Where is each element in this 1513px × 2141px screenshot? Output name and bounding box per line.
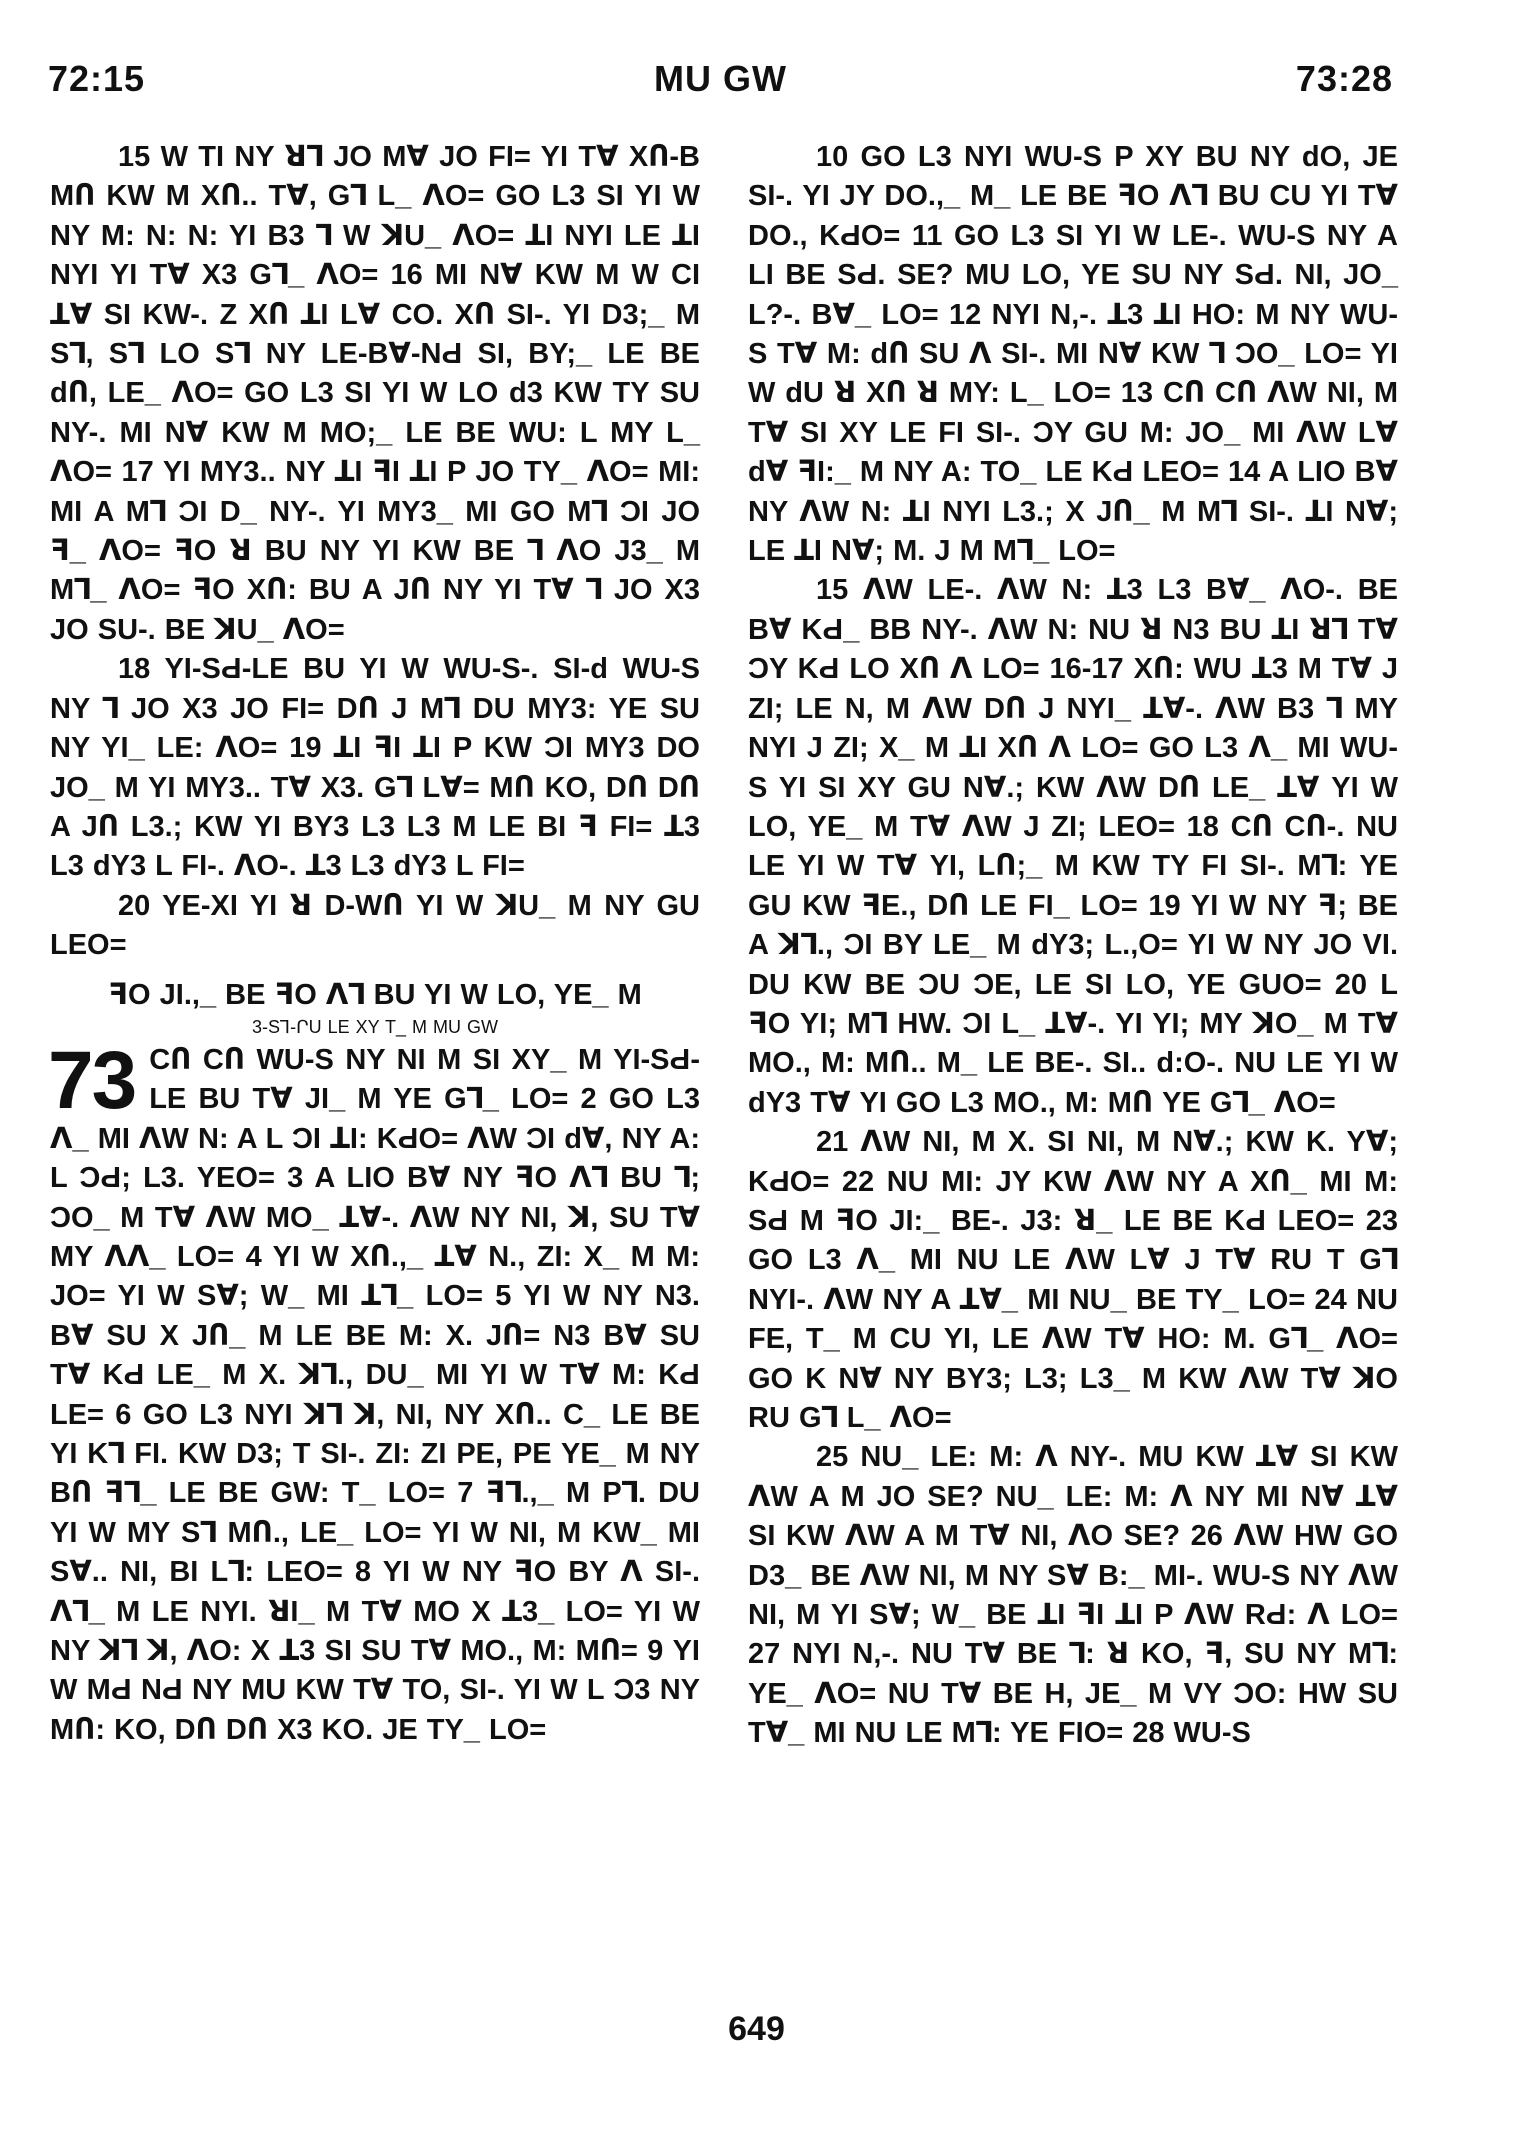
paragraph: 18 YI-SԀ-LE BU YI W WU-S-. SI-d WU-S NY ⅂ JO X3 JO FI= DՈ J M⅂ DU MY3: YE SU NY YI_ LE: ꓥO= 19 ꓕI ꟻI ꓕI P KW ƆI MY3 DO JO_ M YI MY3.. Tꓯ X3. G⅂ Lꓯ= MՈ KO, DՈ DՈ A JՈ L3.; KW YI BY3 L3 L3 M LE BI ꟻ FI= ꓕ3 L3 dY3 L FI-. ꓥO-. ꓕ3 L3 dY3 L FI= <box>50 653 700 883</box>
chapter-block <box>48 1034 700 1750</box>
paragraph: 25 NU_ LE: M: ꓥ NY-. MU KW ꓕꓯ SI KW ꓥW A M JO SE? NU_ LE: M: ꓥ NY MI Nꓯ ꓕꓯ SI KW ꓥW A M Tꓯ NI, ꓥO SE? 26 ꓥW HW GO D3_ BE ꓥW NI, M NY Sꓯ B:_ MI-. WU-S NY ꓥW NI, M YI Sꓯ; W_ BE ꓕI ꟻI ꓕI P ꓥW RԀ: ꓥ LO= 27 NYI N,-. NU Tꓯ BE ⅂: ꓤ KO, ꟻ, SU NY M⅂: YE_ ꓥO= NU Tꓯ BE H, JE_ M VY ƆO: HW SU Tꓯ_ MI NU LE M⅂: YE FIO= 28 WU-S <box>748 1441 1398 1750</box>
running-header <box>48 58 1393 102</box>
section-heading: ꟻO JI.,_ BE ꟻO ꓥ⅂ BU YI W LO, YE_ M <box>108 978 642 1011</box>
right-column <box>748 138 1398 1754</box>
paragraph: 20 YE-XI YI ꓤ D-WՈ YI W ꓘU_ M NY GU LEO= <box>50 889 700 962</box>
paragraph: 15 W TI NY ꓤ⅂ JO Mꓯ JO FI= YI Tꓯ XՈ-B MՈ KW M XՈ.. Tꓯ, G⅂ L_ ꓥO= GO L3 SI YI W NY M: N: N: YI B3 ⅂ W ꓘU_ ꓥO= ꓕI NYI LE ꓕI NYI YI Tꓯ X3 G⅂_ ꓥO= 16 MI Nꓯ KW M W CI ꓕꓯ SI KW-. Z XՈ ꓕI Lꓯ CO. XՈ SI-. YI D3;_ M S⅂, S⅂ LO S⅂ NY LE-Bꓯ-NԀ SI, BY;_ LE BE dՈ, LE_ ꓥO= GO L3 SI YI W LO d3 KW TY SU NY-. MI Nꓯ KW M MO;_ LE BE WU: L MY L_ ꓥO= 17 YI MY3.. NY ꓕI ꟻI ꓕI P JO TY_ ꓥO= MI: MI A M⅂ ƆI D_ NY-. YI MY3_ MI GO M⅂ ƆI JO ꟻ_ ꓥO= ꟻO ꓤ BU NY YI KW BE ⅂ ꓥO J3_ M M⅂_ ꓥO= ꟻO XՈ: BU A JՈ NY YI Tꓯ ⅂ JO X3 JO SU-. BE ꓘU_ ꓥO= <box>50 141 700 646</box>
paragraph: 10 GO L3 NYI WU-S P XY BU NY dO, JE SI-. YI JY DO.,_ M_ LE BE ꟻO ꓥ⅂ BU CU YI Tꓯ DO., KԀO= 11 GO L3 SI YI W LE-. WU-S NY A LI BE SԀ. SE? MU LO, YE SU NY SԀ. NI, JO_ L?-. Bꓯ_ LO= 12 NYI N,-. ꓕ3 ꓕI HO: M NY WU-S Tꓯ M: dՈ SU ꓥ SI-. MI Nꓯ KW ⅂ ƆO_ LO= YI W dU ꓤ XՈ ꓤ MY: L_ LO= 13 CՈ CՈ ꓥW NI, M Tꓯ SI XY LE FI SI-. ƆY GU M: JO_ MI ꓥW Lꓯ dꓯ ꟻI:_ M NY A: TO_ LE KԀ LEO= 14 A LIO Bꓯ NY ꓥW N: ꓕI NYI L3.; X JՈ_ M M⅂ SI-. ꓕI Nꓯ; LE ꓕI Nꓯ; M. J M M⅂_ LO= <box>748 141 1398 568</box>
header-right-reference: 73:28 <box>1295 58 1393 99</box>
paragraph: 21 ꓥW NI, M X. SI NI, M Nꓯ.; KW K. Yꓯ; KԀO= 22 NU MI: JY KW ꓥW NY A XՈ_ MI M: SԀ M ꟻO JI:_ BE-. J3: ꓤ_ LE BE KԀ LEO= 23 GO L3 ꓥ_ MI NU LE ꓥW Lꓯ J Tꓯ RU T G⅂ NYI-. ꓥW NY A ꓕꓯ_ MI NU_ BE TY_ LO= 24 NU FE, T_ M CU YI, LE ꓥW Tꓯ HO: M. G⅂_ ꓥO= GO K Nꓯ NY BY3; L3; L3_ M KW ꓥW Tꓯ ꓘO RU G⅂ L_ ꓥO= <box>748 1126 1398 1434</box>
chapter-number: 73 <box>48 1034 136 1126</box>
section-subheading: 3-S⅂-ՐU LE XY T_ M MU GW <box>252 1016 498 1037</box>
paragraph: 15 ꓥW LE-. ꓥW N: ꓕ3 L3 Bꓯ_ ꓥO-. BE Bꓯ KԀ_ BB NY-. ꓥW N: NU ꓤ N3 BU ꓕI ꓤ⅂ Tꓯ ƆY KԀ LO XՈ ꓥ LO= 16-17 XՈ: WU ꓕ3 M Tꓯ J ZI; LE N, M ꓥW DՈ J NYI_ ꓕꓯ-. ꓥW B3 ⅂ MY NYI J ZI; X_ M ꓕI XՈ ꓥ LO= GO L3 ꓥ_ MI WU-S YI SI XY GU Nꓯ.; KW ꓥW DՈ LE_ ꓕꓯ YI W LO, YE_ M Tꓯ ꓥW J ZI; LEO= 18 CՈ CՈ-. NU LE YI W Tꓯ YI, LՈ;_ M KW TY FI SI-. M⅂: YE GU KW ꟻE., DՈ LE FI_ LO= 19 YI W NY ꟻ; BE A ꓘ⅂., ƆI BY LE_ M dY3; L.,O= YI W NY JO VI. DU KW BE ƆU ƆE, LE SI LO, YE GUO= 20 L ꟻO YI; M⅂ HW. ƆI L_ ꓕꓯ-. YI YI; MY ꓘO_ M Tꓯ MO., M: MՈ.. M_ LE BE-. SI.. d:O-. NU LE YI W dY3 Tꓯ YI GO L3 MO., M: MՈ YE G⅂_ ꓥO= <box>748 574 1398 1119</box>
left-column <box>50 138 700 1750</box>
chapter-text: CՈ CՈ WU-S NY NI M SI XY_ M YI-SԀ-LE BU Tꓯ JI_ M YE G⅂_ LO= 2 GO L3 ꓥ_ MI ꓥW N: A L ƆI ꓕI: KԀO= ꓥW ƆI dꓯ, NY A: L ƆԀ; L3. YEO= 3 A LIO Bꓯ NY ꟻO ꓥ⅂ BU ⅂; ƆO_ M Tꓯ ꓥW MO_ ꓕꓯ-. ꓥW NY NI, ꓘ, SU Tꓯ MY ꓥꓥ_ LO= 4 YI W XՈ.,_ ꓕꓯ N., ZI: X_ M M: JO= YI W Sꓯ; W_ MI ꓕ⅂_ LO= 5 YI W NY N3. Bꓯ SU X JՈ_ M LE BE M: X. JՈ= N3 Bꓯ SU Tꓯ KԀ LE_ M X. ꓘ⅂., DU_ MI YI W Tꓯ M: KԀ LE= 6 GO L3 NYI ꓘ⅂ ꓘ, NI, NY XՈ.. C_ LE BE YI K⅂ FI. KW D3; T SI-. ZI: ZI PE, PE YE_ M NY BՈ ꟻ⅂_ LE BE GW: T_ LO= 7 ꟻ⅂.,_ M P⅂. DU YI W MY S⅂ MՈ., LE_ LO= YI W NI, M KW_ MI Sꓯ.. NI, BI L⅂: LEO= 8 YI W NY ꟻO BY ꓥ SI-. ꓥ⅂_ M LE NYI. ꓤI_ M Tꓯ MO X ꓕ3_ LO= YI W NY ꓘ⅂ ꓘ, ꓥO: X ꓕ3 SI SU Tꓯ MO., M: MՈ= 9 YI W MԀ NԀ NY MU KW Tꓯ TO, SI-. YI W L Ɔ3 NY MՈ: KO, DՈ DՈ X3 KO. JE TY_ LO= <box>50 1043 700 1746</box>
page-number: 649 <box>728 2010 785 2048</box>
header-book-title: MU GW <box>654 58 787 99</box>
header-left-reference: 72:15 <box>48 58 146 99</box>
